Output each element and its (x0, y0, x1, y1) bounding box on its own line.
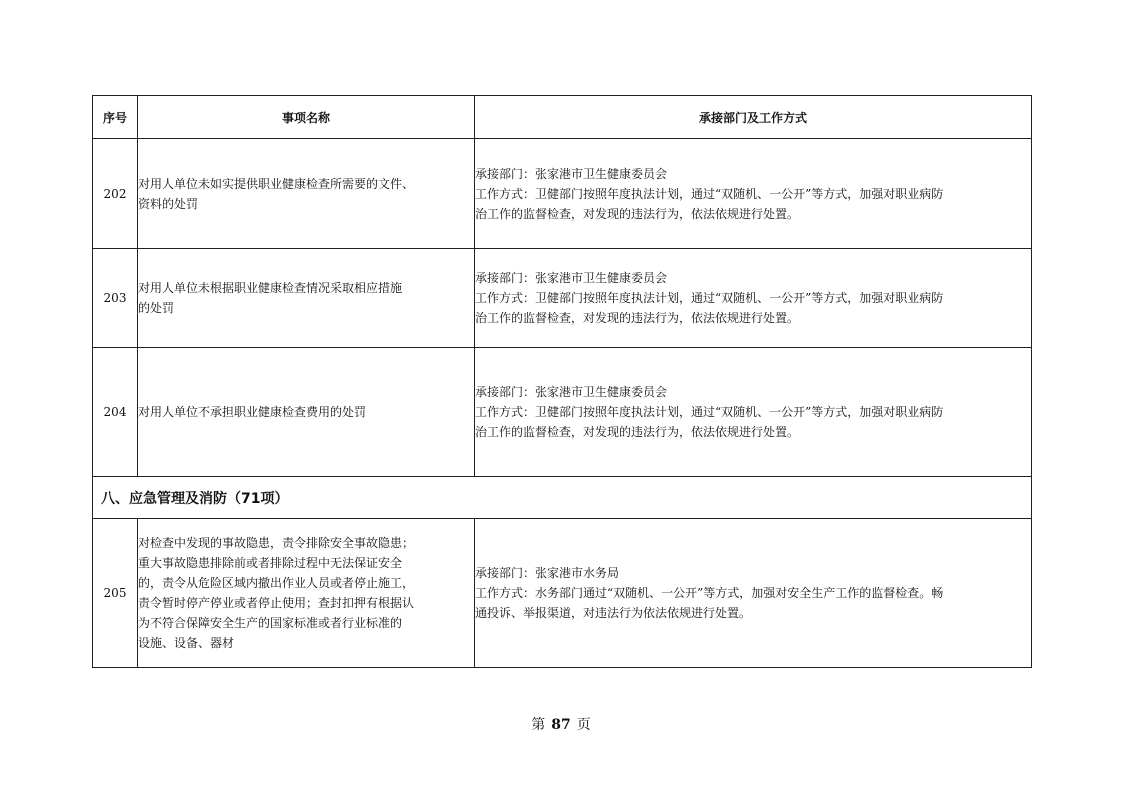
row-item-name (138, 139, 475, 249)
table-header-row (93, 96, 1032, 139)
table-row (93, 249, 1032, 348)
row-item-name (138, 348, 475, 477)
header-serial: 序号 (93, 96, 138, 139)
page-footer (0, 714, 1122, 734)
dept-line: 工作方式：水务部门通过“双随机、一公开”等方式，加强对安全生产工作的监督检查。畅 (475, 586, 944, 600)
row-serial: 205 (93, 519, 138, 668)
dept-line: 工作方式：卫健部门按照年度执法计划，通过“双随机、一公开”等方式，加强对职业病防 (475, 186, 944, 201)
item-name-line: 资料的处罚 (138, 196, 199, 211)
item-name-line: 为不符合保障安全生产的国家标准或者行业标准的 (138, 616, 403, 630)
table-row (93, 519, 1032, 668)
row-serial: 202 (93, 139, 138, 249)
dept-line: 通投诉、举报渠道，对违法行为依法依规进行处置。 (475, 606, 752, 620)
dept-line: 承接部门：张家港市卫生健康委员会 (475, 166, 668, 181)
item-name-line: 对用人单位未根据职业健康检查情况采取相应措施 (138, 281, 403, 295)
dept-line: 工作方式：卫健部门按照年度执法计划，通过“双随机、一公开”等方式，加强对职业病防 (475, 291, 944, 305)
dept-line: 治工作的监督检查，对发现的违法行为，依法依规进行处置。 (475, 206, 800, 221)
row-serial: 203 (93, 249, 138, 348)
item-name-line: 的，责令从危险区域内撤出作业人员或者停止施工， (138, 576, 415, 590)
dept-line: 承接部门：张家港市卫生健康委员会 (475, 385, 668, 399)
page-prefix: 第 (531, 717, 546, 733)
item-name-line: 的处罚 (138, 301, 175, 315)
row-department (475, 249, 1032, 348)
item-table (92, 95, 1032, 668)
page-number: 87 (551, 717, 571, 733)
row-serial: 204 (93, 348, 138, 477)
dept-line: 工作方式：卫健部门按照年度执法计划，通过“双随机、一公开”等方式，加强对职业病防 (475, 405, 944, 419)
row-department (475, 139, 1032, 249)
dept-line: 承接部门：张家港市卫生健康委员会 (475, 271, 668, 285)
section-title: 八、应急管理及消防（71项） (93, 477, 1032, 519)
page-suffix: 页 (576, 717, 591, 733)
table-row (93, 348, 1032, 477)
item-name-line: 设施、设备、器材 (138, 636, 235, 650)
header-item-name: 事项名称 (138, 96, 475, 139)
item-name-line: 责令暂时停产停业或者停止使用；查封扣押有根据认 (138, 596, 415, 610)
item-name-line: 对用人单位未如实提供职业健康检查所需要的文件、 (138, 176, 415, 191)
row-item-name (138, 249, 475, 348)
section-row (93, 477, 1032, 519)
table-row (93, 139, 1032, 249)
dept-line: 治工作的监督检查，对发现的违法行为，依法依规进行处置。 (475, 425, 800, 439)
row-department (475, 348, 1032, 477)
dept-line: 承接部门：张家港市水务局 (475, 566, 620, 580)
header-department: 承接部门及工作方式 (475, 96, 1032, 139)
row-item-name (138, 519, 475, 668)
row-department (475, 519, 1032, 668)
dept-line: 治工作的监督检查，对发现的违法行为，依法依规进行处置。 (475, 311, 800, 325)
item-name-line: 对检查中发现的事故隐患，责令排除安全事故隐患； (138, 536, 415, 550)
item-name-line: 对用人单位不承担职业健康检查费用的处罚 (138, 405, 367, 419)
item-name-line: 重大事故隐患排除前或者排除过程中无法保证安全 (138, 556, 403, 570)
